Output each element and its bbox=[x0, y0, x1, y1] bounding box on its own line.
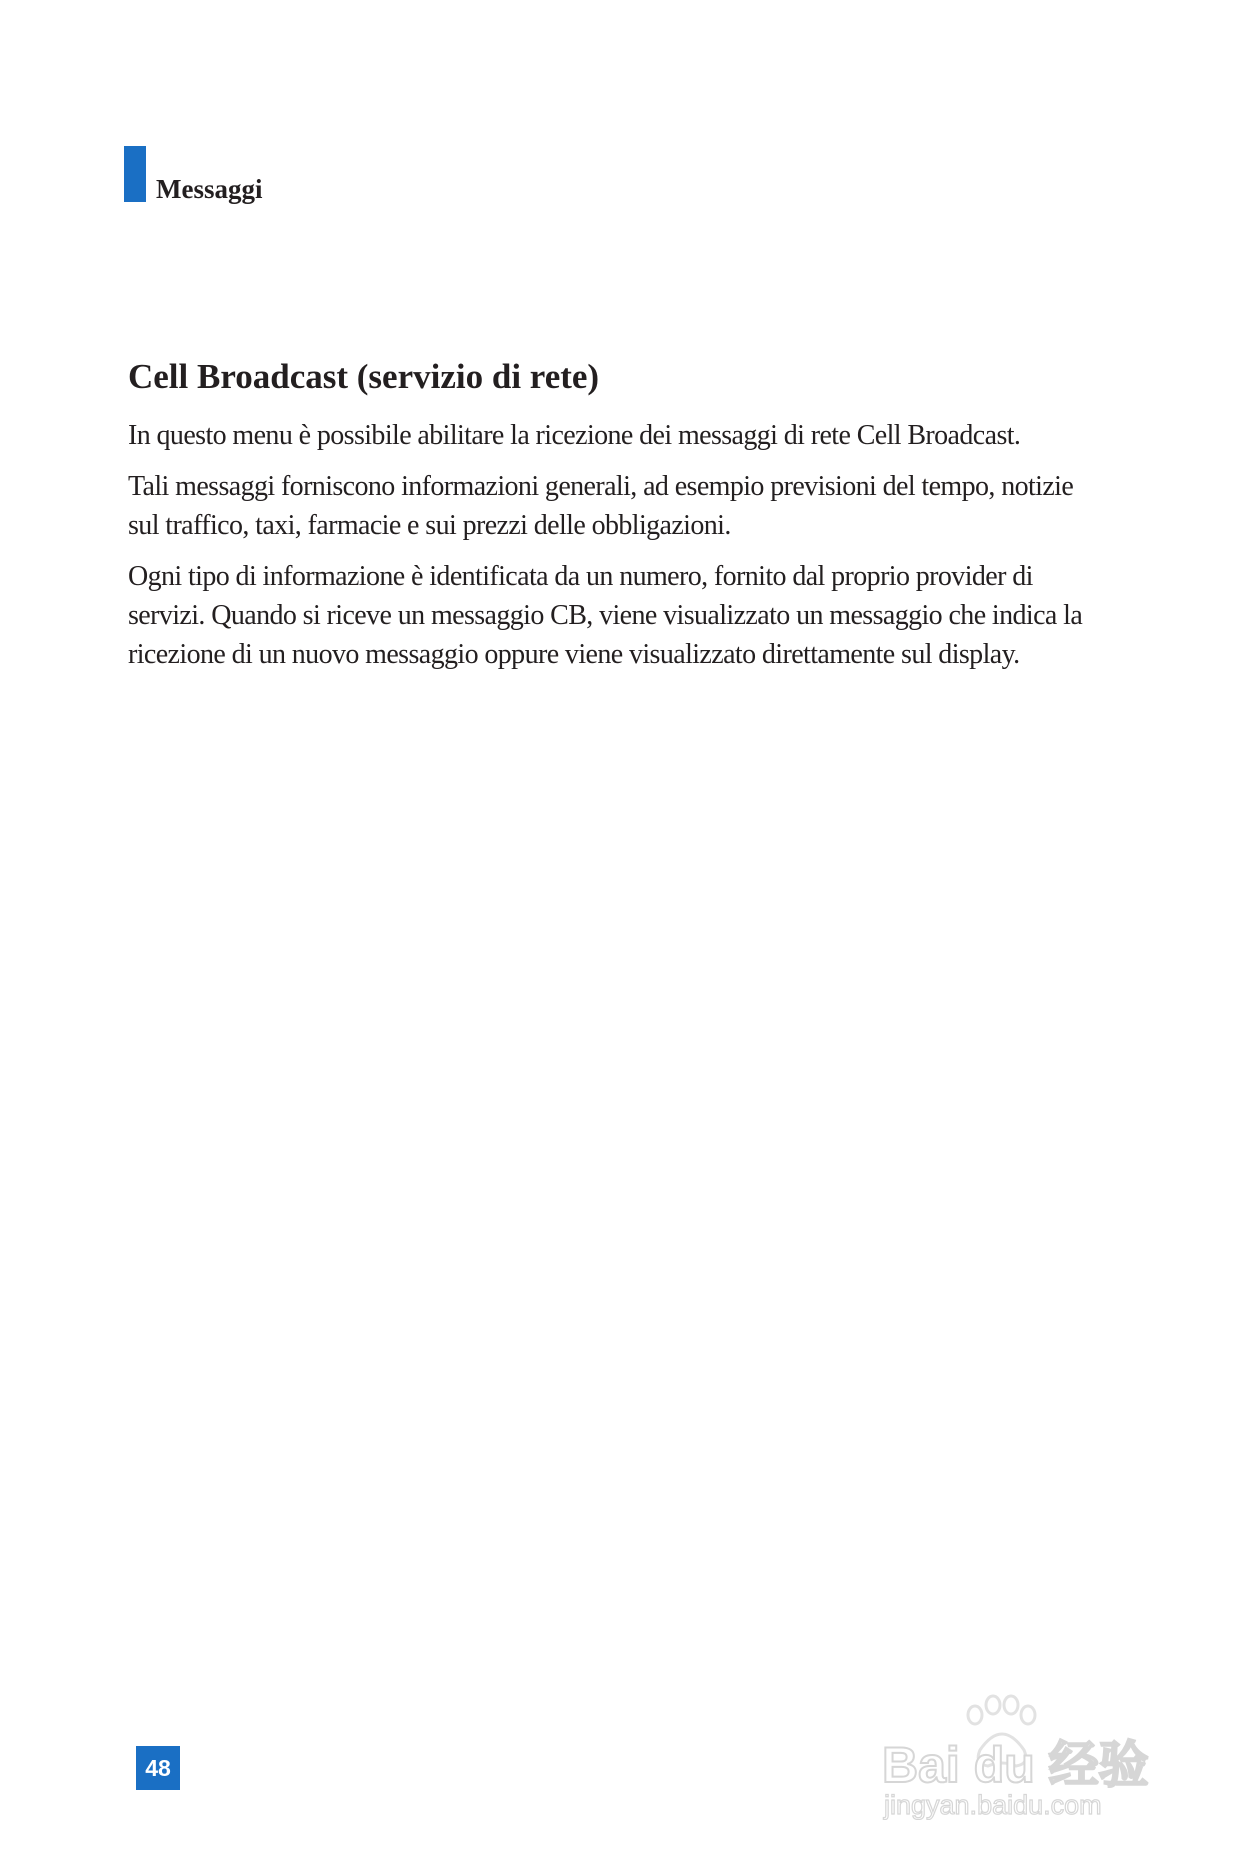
page-number: 48 bbox=[136, 1746, 180, 1790]
section-label: Messaggi bbox=[156, 174, 263, 204]
paragraph-3: Ogni tipo di informazione è identificata da un numero, fornito dal proprio provider di servizi. Quando si riceve un messaggio CB, viene visualizzato un messaggio che indica la ricezione di un nuovo messaggio oppure viene visualizzato direttamente sul display. bbox=[128, 561, 1083, 670]
baidu-watermark bbox=[880, 1680, 1180, 1820]
watermark-url-text: jingyan.baidu.com bbox=[884, 1790, 1102, 1820]
paragraph-2: Tali messaggi forniscono informazioni generali, ad esempio previsioni del tempo, notizie sul traffico, taxi, farmacie e sui prezzi delle obbligazioni. bbox=[128, 471, 1074, 541]
paragraph-1: In questo menu è possibile abilitare la ricezione dei messaggi di rete Cell Broadcast. bbox=[128, 420, 1021, 451]
article-title: Cell Broadcast (servizio di rete) bbox=[128, 357, 600, 396]
article bbox=[128, 354, 1088, 686]
section-marker bbox=[124, 146, 146, 202]
watermark-logo-text: Bai du 经验 bbox=[882, 1737, 1149, 1793]
